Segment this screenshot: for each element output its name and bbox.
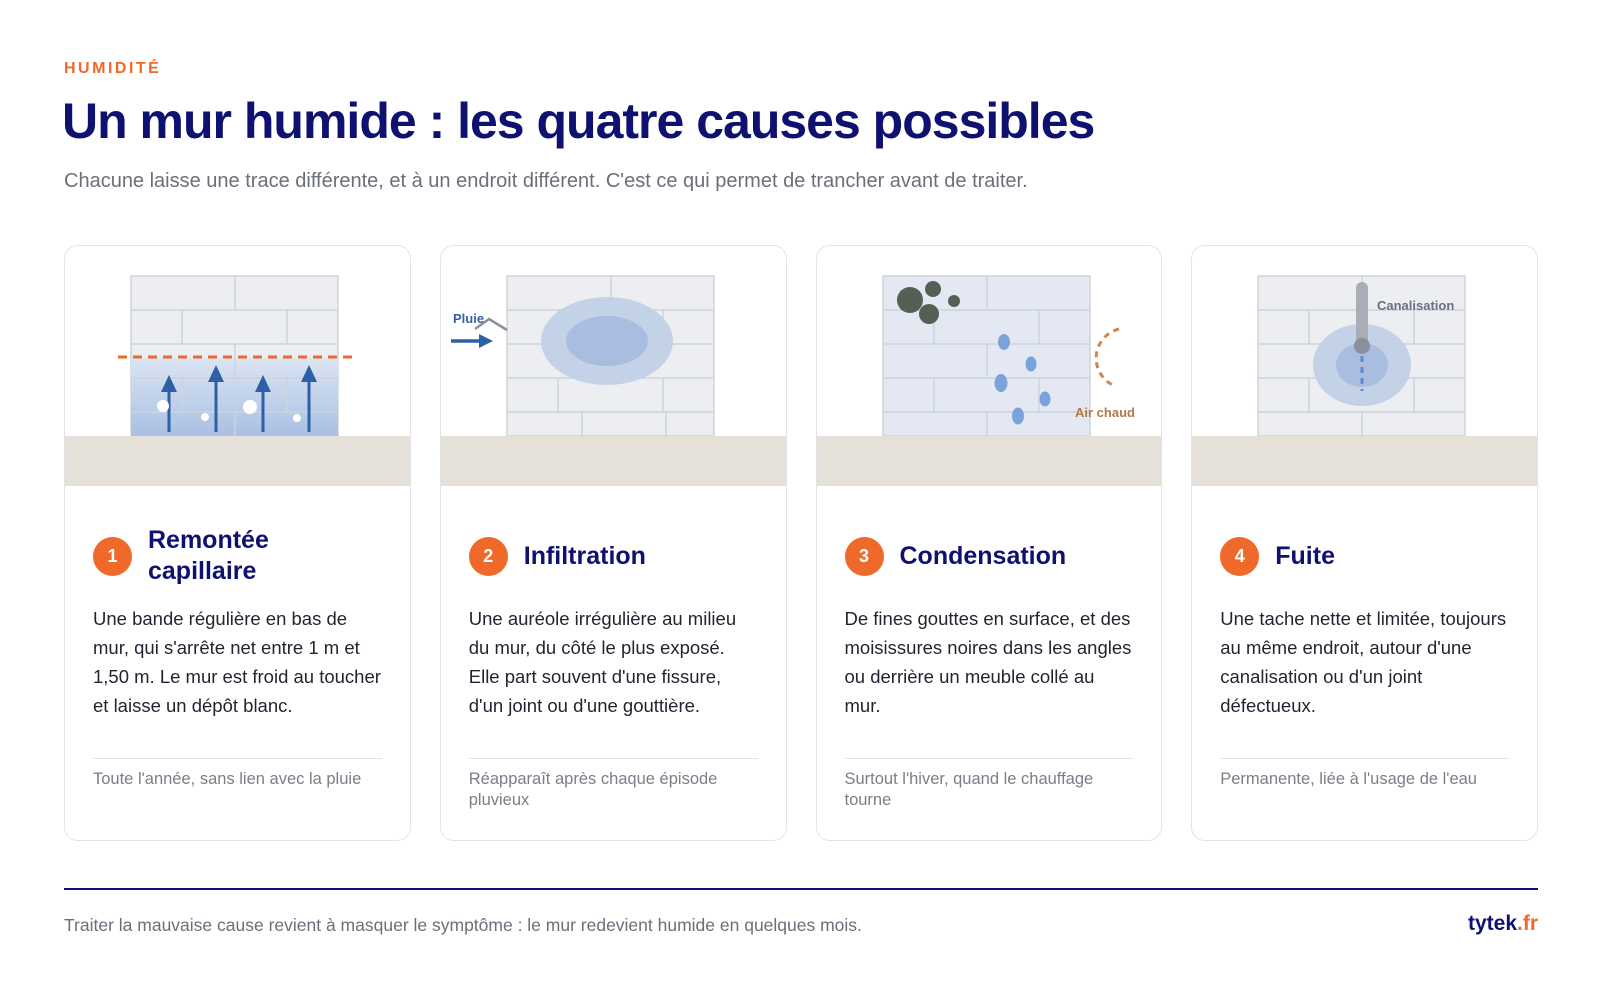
condensation-illustration <box>817 246 1162 494</box>
cause-card-remontee-capillaire <box>64 245 411 841</box>
card-description: Une bande régulière en bas de mur, qui s'arrête net entre 1 m et 1,50 m. Le mur est froid au toucher et laisse un dépôt blanc. <box>93 608 381 716</box>
pipe-label: Canalisation <box>1377 298 1455 313</box>
warm-air-label: Air chaud <box>1074 405 1135 420</box>
card-timing-note: Réapparaît après chaque épisode pluvieux <box>468 770 718 809</box>
divider <box>1220 758 1509 759</box>
divider <box>845 758 1134 759</box>
cause-card-condensation <box>816 245 1163 841</box>
step-number-badge: 4 <box>1220 537 1259 576</box>
rising-damp-illustration <box>65 246 410 494</box>
cause-card-infiltration <box>440 245 787 841</box>
step-number-badge: 1 <box>93 537 132 576</box>
page-title: Un mur humide : les quatre causes possibles <box>62 93 1095 149</box>
eyebrow-label: HUMIDITÉ <box>64 60 162 77</box>
step-number-badge: 2 <box>469 537 508 576</box>
infiltration-illustration <box>441 246 786 494</box>
rain-label: Pluie <box>452 311 484 326</box>
step-number-badge: 3 <box>845 537 884 576</box>
cause-card-fuite <box>1191 245 1538 841</box>
causes-grid <box>64 245 1538 841</box>
card-header <box>93 526 390 586</box>
brand-logo[interactable] <box>1468 912 1538 936</box>
card-timing-note: Permanente, liée à l'usage de l'eau <box>1220 770 1477 788</box>
card-timing-note: Surtout l'hiver, quand le chauffage tourne <box>844 770 1094 809</box>
card-title: Condensation <box>899 541 1067 570</box>
footer-text: Traiter la mauvaise cause revient à masquer le symptôme : le mur redevient humide en quelques mois. <box>64 915 862 935</box>
divider <box>469 758 758 759</box>
card-description: De fines gouttes en surface, et des moisissures noires dans les angles ou derrière un meuble collé au mur. <box>844 608 1132 716</box>
brand-name: tytek <box>1467 912 1517 935</box>
leak-illustration <box>1192 246 1537 494</box>
page-subtitle: Chacune laisse une trace différente, et à un endroit différent. C'est ce qui permet de trancher avant de traiter. <box>64 170 1028 192</box>
brand-tld: .fr <box>1517 912 1538 935</box>
card-title: Remontée capillaire <box>148 526 269 585</box>
card-description: Une auréole irrégulière au milieu du mur, du côté le plus exposé. Elle part souvent d'une fissure, d'un joint ou d'une gouttière. <box>468 608 737 716</box>
card-title: Infiltration <box>523 541 646 570</box>
card-header <box>845 526 1142 586</box>
divider <box>93 758 382 759</box>
card-title: Fuite <box>1275 541 1335 570</box>
card-description: Une tache nette et limitée, toujours au même endroit, autour d'une canalisation ou d'un joint défectueux. <box>1220 608 1507 716</box>
footer-divider <box>64 888 1538 890</box>
card-header <box>469 526 766 586</box>
card-header <box>1220 526 1517 586</box>
card-timing-note: Toute l'année, sans lien avec la pluie <box>93 770 362 788</box>
